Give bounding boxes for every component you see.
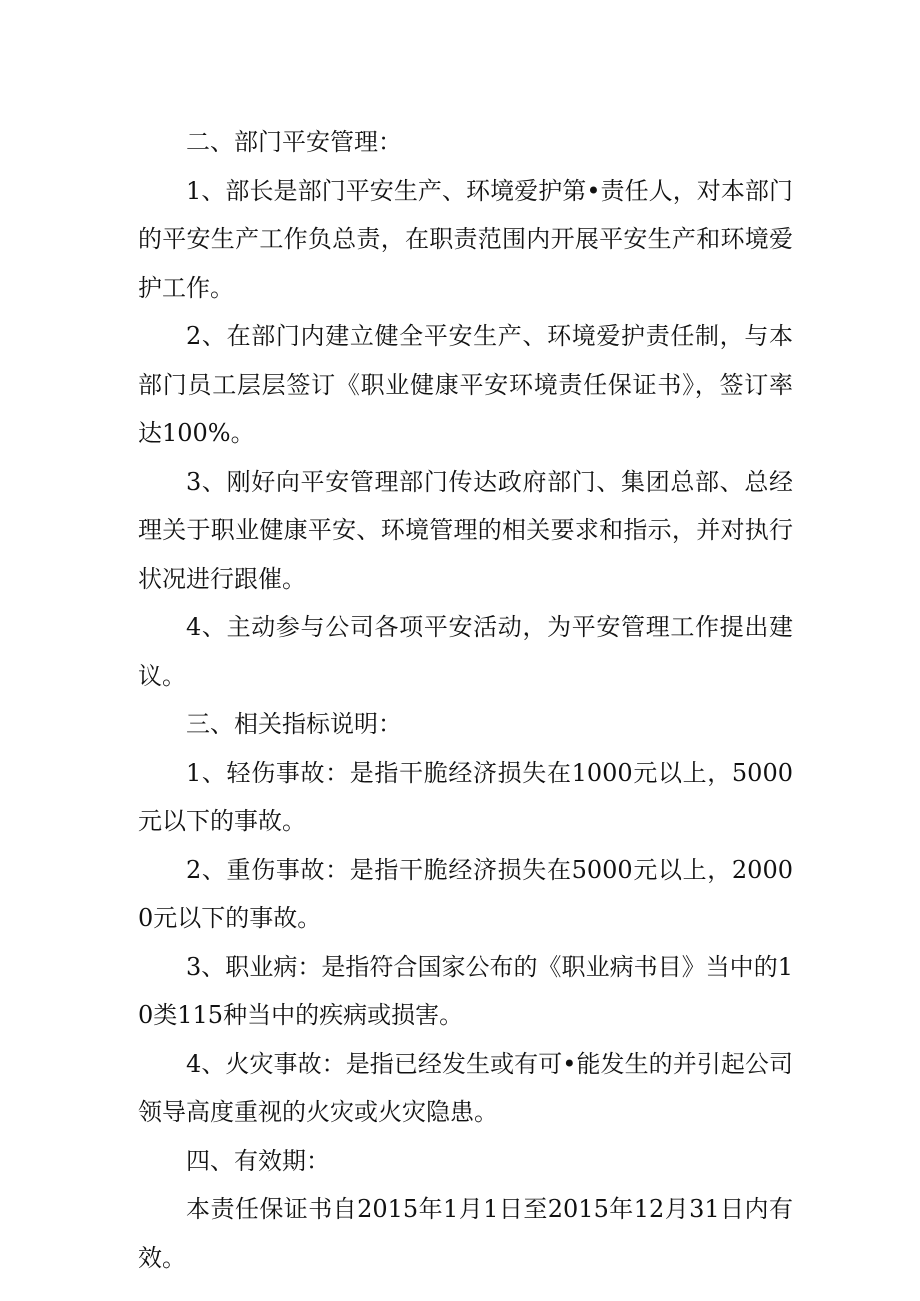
section-heading-validity: 四、有效期： (186, 1146, 330, 1175)
management-item-1: 1、部长是部门平安生产、环境爱护第•责任人，对本部门的平安生产工作负总责，在职责范围内开展平安生产和环境爱护工作。 (138, 176, 793, 302)
document-body (138, 118, 793, 1282)
management-item-4: 4、主动参与公司各项平安活动，为平安管理工作提出建议。 (138, 613, 793, 690)
indicator-item-2: 2、重伤事故：是指干脆经济损失在5000元以上，20000元以下的事故。 (138, 855, 793, 932)
management-item-3: 3、刚好向平安管理部门传达政府部门、集团总部、总经理关于职业健康平安、环境管理的相关要求和指示，并对执行状况进行跟催。 (138, 467, 793, 593)
section-heading-indicators: 三、相关指标说明： (186, 710, 402, 738)
indicator-item-4: 4、火灾事故：是指已经发生或有可•能发生的并引起公司领导高度重视的火灾或火灾隐患。 (138, 1049, 793, 1126)
management-item-2: 2、在部门内建立健全平安生产、环境爱护责任制，与本部门员工层层签订《职业健康平安环境责任保证书》，签订率达100%。 (138, 322, 793, 447)
validity-item: 本责任保证书自2015年1月1日至2015年12月31日内有效。 (138, 1195, 793, 1272)
indicator-item-1: 1、轻伤事故：是指干脆经济损失在1000元以上，5000元以下的事故。 (138, 758, 793, 835)
section-heading-management: 二、部门平安管理： (186, 128, 402, 156)
indicator-item-3: 3、职业病：是指符合国家公布的《职业病书目》当中的10类115种当中的疾病或损害。 (138, 952, 793, 1029)
